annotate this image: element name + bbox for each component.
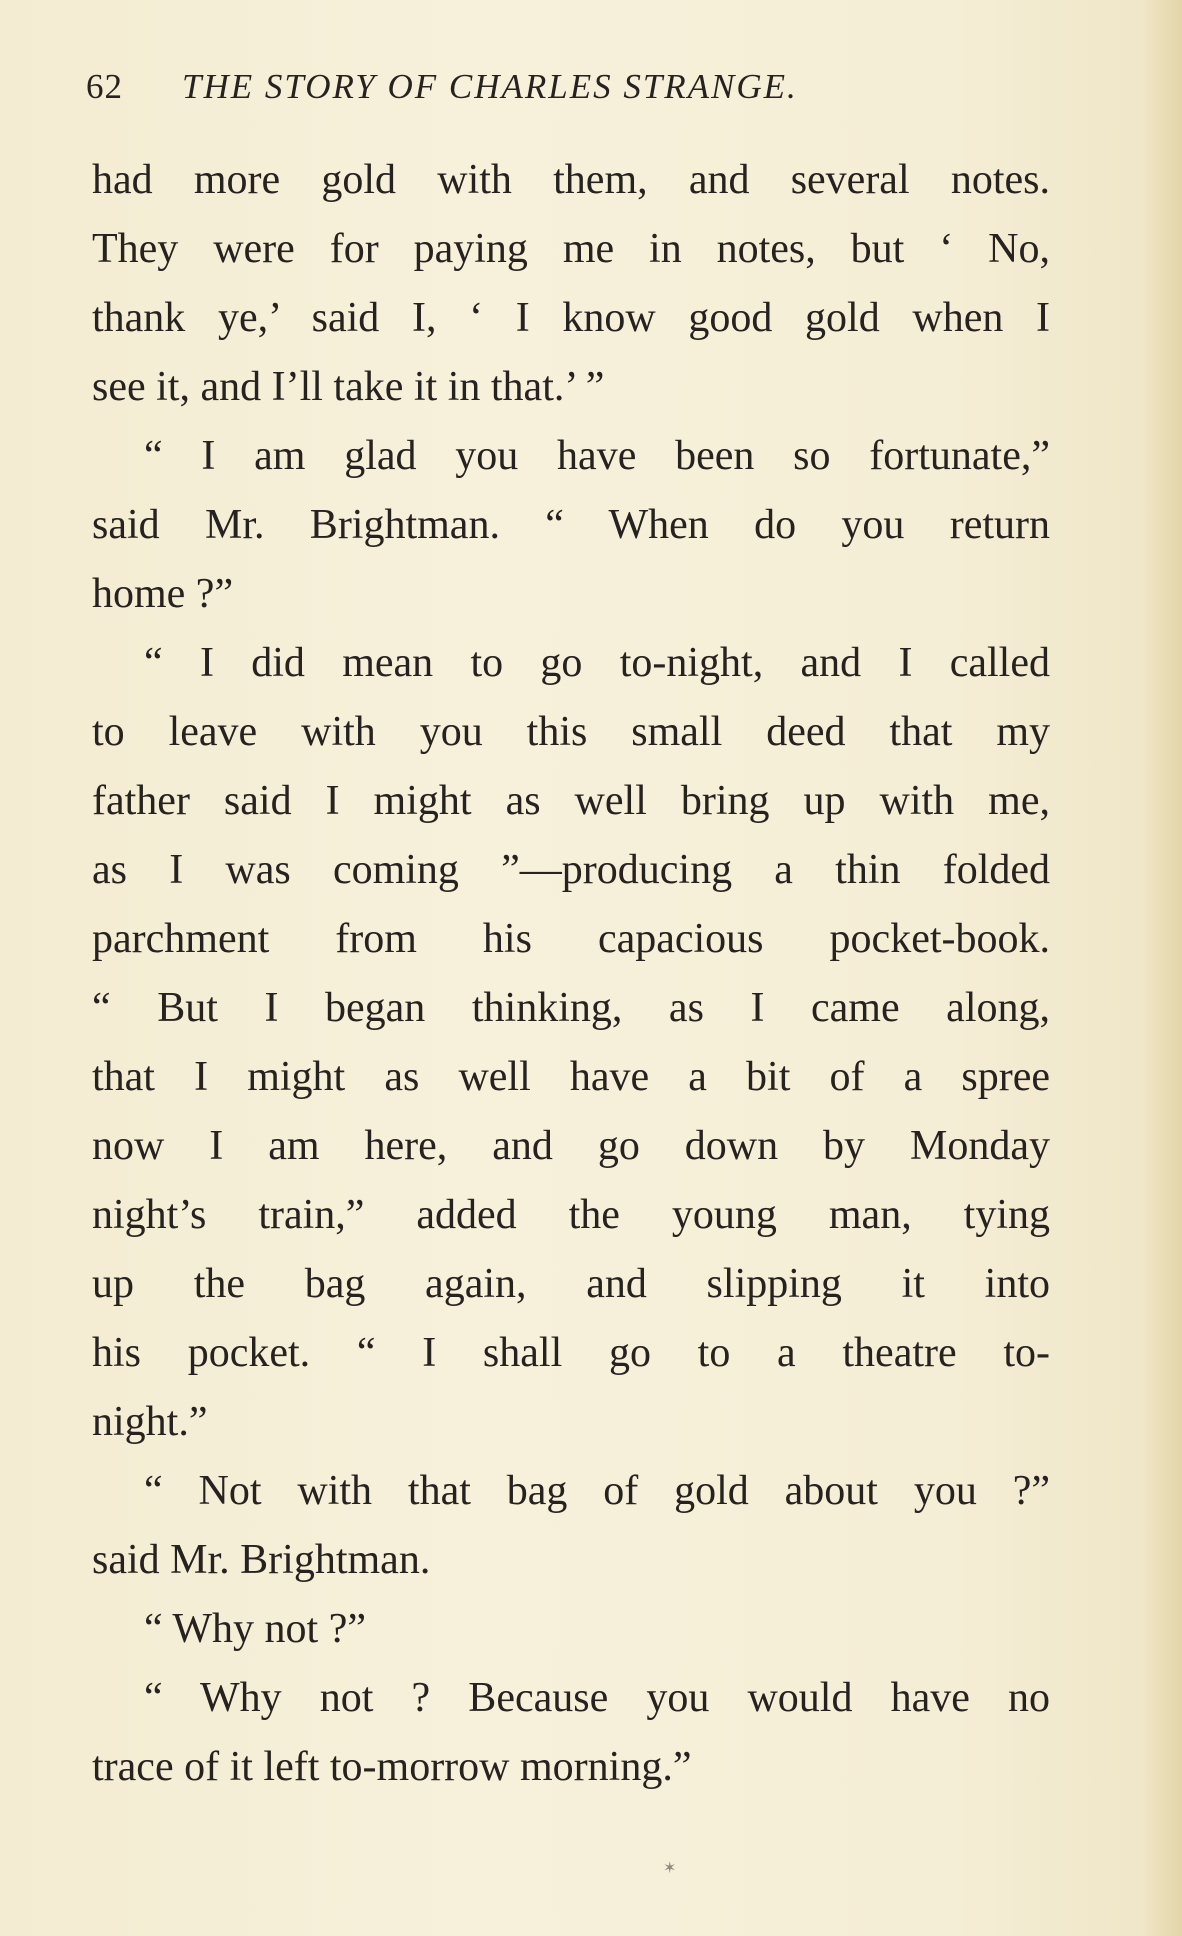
text-line: thank ye,’ said I, ‘ I know good gold when I — [92, 295, 1050, 341]
text-line: to leave with you this small deed that my — [92, 709, 1050, 755]
text-line: “ But I began thinking, as I came along, — [92, 985, 1050, 1031]
text-line: parchment from his capacious pocket-book. — [92, 916, 1050, 962]
text-line: “ Not with that bag of gold about you ?” — [144, 1468, 1050, 1514]
text-line: see it, and I’ll take it in that.’ ” — [92, 364, 605, 410]
ornament-mark: ✶ — [663, 1860, 677, 1877]
text-line: “ Why not ?” — [144, 1606, 366, 1652]
text-line: trace of it left to-morrow morning.” — [92, 1744, 692, 1790]
text-line: his pocket. “ I shall go to a theatre to- — [92, 1330, 1050, 1376]
text-line: “ I am glad you have been so fortunate,” — [144, 433, 1050, 479]
text-line: up the bag again, and slipping it into — [92, 1261, 1050, 1307]
text-line: night’s train,” added the young man, tying — [92, 1192, 1050, 1238]
page-edge-shadow — [1142, 0, 1182, 1936]
text-line: night.” — [92, 1399, 208, 1445]
body-text — [92, 146, 1050, 1802]
text-line: “ I did mean to go to-night, and I called — [144, 640, 1050, 686]
running-title: THE STORY OF CHARLES STRANGE. — [182, 67, 798, 106]
page-number: 62 — [86, 67, 123, 106]
text-line: “ Why not ? Because you would have no — [144, 1675, 1050, 1721]
text-line: as I was coming ”—producing a thin folded — [92, 847, 1050, 893]
text-line: had more gold with them, and several notes. — [92, 157, 1050, 203]
text-line: father said I might as well bring up with me, — [92, 778, 1050, 824]
text-line: that I might as well have a bit of a spree — [92, 1054, 1050, 1100]
text-line: now I am here, and go down by Monday — [92, 1123, 1050, 1169]
running-head — [86, 62, 1046, 112]
text-line: said Mr. Brightman. “ When do you return — [92, 502, 1050, 548]
text-line: home ?” — [92, 571, 234, 617]
text-line: said Mr. Brightman. — [92, 1537, 431, 1583]
text-line: They were for paying me in notes, but ‘ No, — [92, 226, 1050, 272]
